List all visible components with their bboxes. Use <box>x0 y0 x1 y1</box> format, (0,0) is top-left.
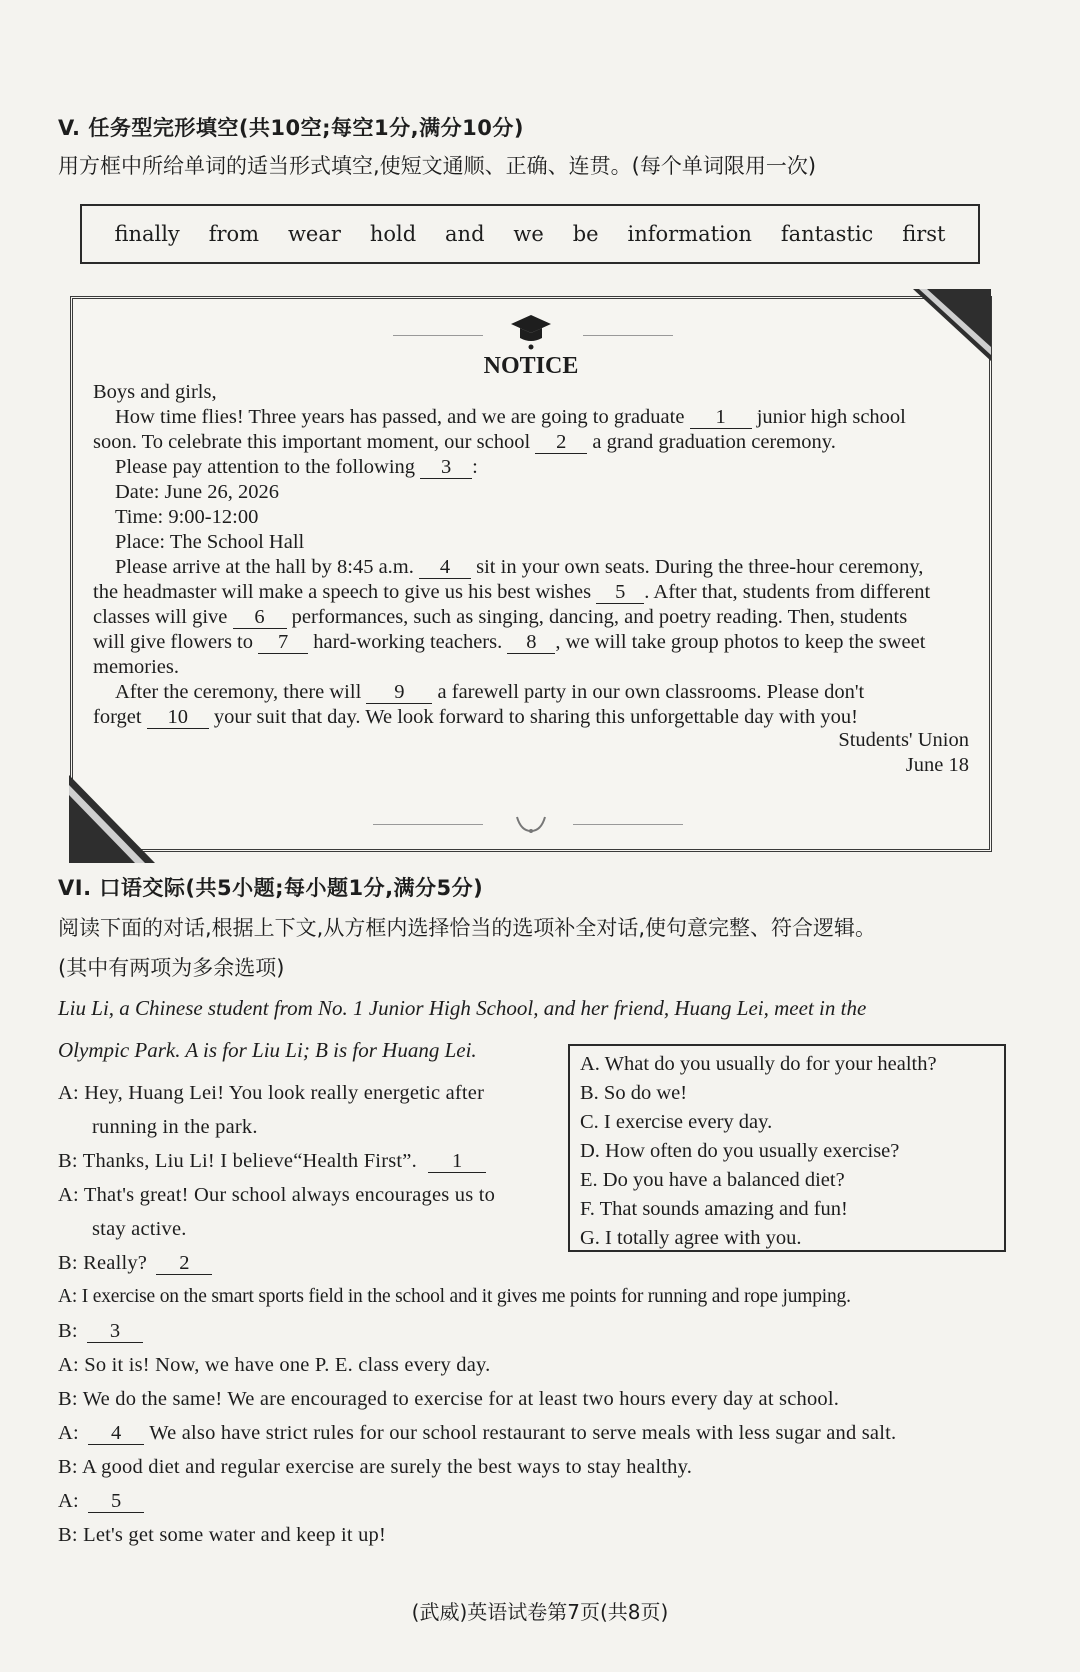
text: We also have strict rules for our school restaurant to serve meals with less sugar and salt. <box>149 1422 897 1444</box>
answer-blank[interactable]: 4 <box>419 556 471 579</box>
text: will give flowers to <box>93 631 253 653</box>
word-bank-item: we <box>513 222 544 246</box>
notice-place <box>93 529 969 556</box>
dialogue-line <box>58 1422 896 1445</box>
answer-blank[interactable]: 2 <box>535 431 587 454</box>
answer-blank[interactable]: 3 <box>87 1320 143 1343</box>
dialogue-line: A: So it is! Now, we have one P. E. class every day. <box>58 1354 491 1376</box>
text: Place: The School Hall <box>115 531 305 553</box>
text: hard-working teachers. <box>313 631 503 653</box>
dialogue-line: A: Hey, Huang Lei! You look really energetic after <box>58 1082 485 1104</box>
answer-blank[interactable]: 1 <box>428 1150 486 1173</box>
text: a farewell party in our own classrooms. Please don't <box>437 681 865 703</box>
answer-blank[interactable]: 8 <box>507 631 555 654</box>
notice-paragraph <box>93 454 969 481</box>
notice-paragraph: memories. <box>93 656 179 678</box>
text: Please pay attention to the following <box>115 456 416 478</box>
answer-blank[interactable]: 5 <box>88 1490 144 1513</box>
answer-blank[interactable]: 5 <box>596 581 644 604</box>
notice-paragraph <box>93 429 969 456</box>
answer-blank[interactable]: 6 <box>233 606 287 629</box>
text: a grand graduation ceremony. <box>592 431 836 453</box>
corner-decoration-icon <box>69 775 155 863</box>
option-item: G. I totally agree with you. <box>580 1227 802 1249</box>
section-6-title: VI. 口语交际(共5小题;每小题1分,满分5分) <box>58 876 484 900</box>
text: forget <box>93 706 142 728</box>
page-footer: (武威)英语试卷第7页(共8页) <box>411 1600 669 1624</box>
ornament-icon <box>507 813 555 835</box>
divider <box>393 335 483 336</box>
text: classes will give <box>93 606 228 628</box>
word-bank-item: from <box>208 222 260 246</box>
dialogue-line <box>58 1490 144 1513</box>
text: How time flies! Three years has passed, and we are going to graduate <box>115 406 685 428</box>
dialogue-line <box>58 1150 486 1173</box>
notice-title: NOTICE <box>483 353 579 379</box>
word-bank-item: wear <box>287 222 341 246</box>
notice-greeting: Boys and girls, <box>93 381 217 403</box>
text: : <box>472 456 478 478</box>
word-bank-item: and <box>445 222 485 246</box>
dialogue-intro: Olympic Park. A is for Liu Li; B is for Huang Lei. <box>58 1038 477 1062</box>
answer-blank[interactable]: 10 <box>147 706 209 729</box>
divider <box>583 335 673 336</box>
dialogue-line: B: Let's get some water and keep it up! <box>58 1524 387 1546</box>
dialogue-line: A: That's great! Our school always encourages us to <box>58 1184 496 1206</box>
graduation-cap-icon <box>509 311 553 351</box>
option-item: A. What do you usually do for your health? <box>580 1053 937 1075</box>
text: junior high school <box>756 406 906 428</box>
text: soon. To celebrate this important moment, our school <box>93 431 531 453</box>
option-item: C. I exercise every day. <box>580 1111 773 1133</box>
dialogue-line: A: I exercise on the smart sports field in the school and it gives me points for running and rope jumping. <box>58 1286 851 1307</box>
word-bank-item: first <box>902 222 946 246</box>
text: B: Thanks, Liu Li! I believe“Health First”. <box>58 1150 417 1172</box>
dialogue-line: B: We do the same! We are encouraged to exercise for at least two hours every day at school. <box>58 1388 840 1410</box>
notice-paragraph <box>93 554 969 581</box>
notice-frame <box>70 296 992 852</box>
text: your suit that day. We look forward to sharing this unforgettable day with you! <box>213 706 858 728</box>
answer-blank[interactable]: 1 <box>690 406 752 429</box>
text: B: Really? <box>58 1252 148 1274</box>
text: Date: June 26, 2026 <box>115 481 279 503</box>
section-5-instruction: 用方框中所给单词的适当形式填空,使短文通顺、正确、连贯。(每个单词限用一次) <box>58 154 817 178</box>
word-bank-item: be <box>572 222 599 246</box>
text: . After that, students from different <box>644 581 931 603</box>
word-bank-item: information <box>627 222 752 246</box>
section-6-instruction: (其中有两项为多余选项) <box>58 956 285 980</box>
word-bank-item: fantastic <box>780 222 874 246</box>
notice-date <box>93 479 969 506</box>
dialogue-intro: Liu Li, a Chinese student from No. 1 Junior High School, and her friend, Huang Lei, meet in the <box>58 996 867 1020</box>
notice-paragraph <box>93 579 969 606</box>
option-item: F. That sounds amazing and fun! <box>580 1198 848 1220</box>
notice-paragraph <box>93 404 969 431</box>
text: Please arrive at the hall by 8:45 a.m. <box>115 556 414 578</box>
answer-blank[interactable]: 4 <box>88 1422 144 1445</box>
answer-blank[interactable]: 3 <box>420 456 472 479</box>
notice-date-signed: June 18 <box>905 754 969 776</box>
text: Time: 9:00-12:00 <box>115 506 259 528</box>
dialogue-line: B: A good diet and regular exercise are surely the best ways to stay healthy. <box>58 1456 693 1478</box>
text: , we will take group photos to keep the sweet <box>555 631 926 653</box>
text: A: <box>58 1490 79 1512</box>
answer-blank[interactable]: 7 <box>258 631 308 654</box>
text: A: <box>58 1422 79 1444</box>
section-5-title: V. 任务型完形填空(共10空;每空1分,满分10分) <box>58 116 524 140</box>
notice-paragraph <box>93 679 969 706</box>
notice-time <box>93 504 969 531</box>
divider <box>573 824 683 825</box>
notice-paragraph <box>93 704 969 731</box>
text: After the ceremony, there will <box>115 681 362 703</box>
options-box <box>568 1044 1006 1252</box>
dialogue-line <box>58 1252 212 1275</box>
corner-decoration-icon <box>913 289 991 361</box>
dialogue-line <box>58 1320 143 1343</box>
divider <box>373 824 483 825</box>
answer-blank[interactable]: 2 <box>156 1252 212 1275</box>
text: the headmaster will make a speech to give us his best wishes <box>93 581 592 603</box>
option-item: B. So do we! <box>580 1082 688 1104</box>
word-bank-item: hold <box>369 222 417 246</box>
dialogue-line: stay active. <box>92 1218 187 1240</box>
option-item: E. Do you have a balanced diet? <box>580 1169 845 1191</box>
text: sit in your own seats. During the three-hour ceremony, <box>476 556 924 578</box>
word-bank-box <box>80 204 980 264</box>
notice-signer: Students' Union <box>838 729 969 751</box>
answer-blank[interactable]: 9 <box>366 681 432 704</box>
notice-paragraph <box>93 604 969 631</box>
dialogue-line: running in the park. <box>92 1116 258 1138</box>
option-item: D. How often do you usually exercise? <box>580 1140 900 1162</box>
notice-paragraph <box>93 629 969 656</box>
text: performances, such as singing, dancing, and poetry reading. Then, students <box>291 606 908 628</box>
word-bank-item: finally <box>114 222 180 246</box>
section-6-instruction: 阅读下面的对话,根据上下文,从方框内选择恰当的选项补全对话,使句意完整、符合逻辑。 <box>58 916 877 940</box>
text: B: <box>58 1320 78 1342</box>
